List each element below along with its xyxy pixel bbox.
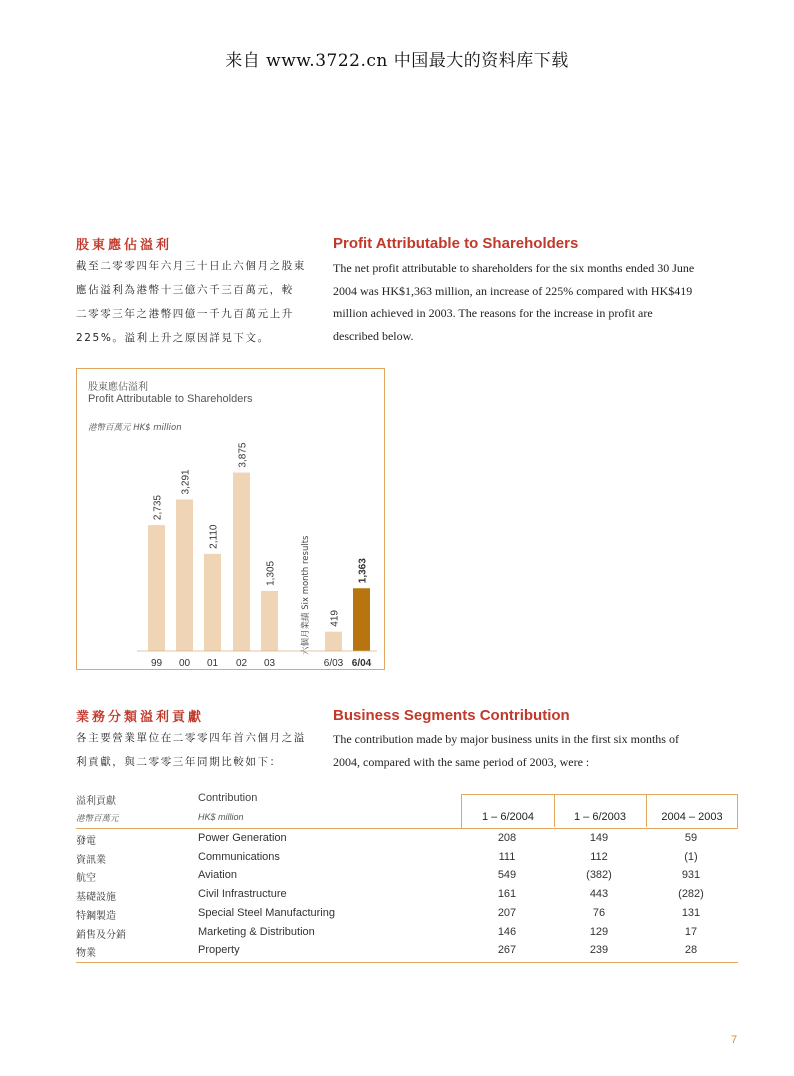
- row-value: (382): [586, 869, 612, 882]
- row-label-zh: 資訊業: [76, 854, 106, 866]
- column-header: 1 – 6/2003: [574, 811, 626, 823]
- download-banner: 来自 www.3722.cn 中国最大的资料库下载: [225, 51, 569, 71]
- row-value: 146: [497, 925, 517, 938]
- row-label-zh: 航空: [76, 873, 96, 885]
- chart-bar: [325, 632, 342, 651]
- table-row: [76, 888, 738, 906]
- profit-zh-line: 二零零三年之港幣四億一千九百萬元上升: [76, 308, 294, 320]
- row-value: 129: [589, 925, 609, 938]
- row-label-zh: 銷售及分銷: [76, 929, 126, 941]
- table-unit-zh: 港幣百萬元: [76, 814, 119, 824]
- profit-heading-zh: 股東應佔溢利: [76, 238, 173, 253]
- row-label-zh: 發電: [76, 836, 96, 847]
- profit-zh-line: 截至二零零四年六月三十日止六個月之股東: [76, 260, 306, 272]
- table-head-zh: 溢利貢獻: [76, 796, 116, 807]
- chart-bar: [233, 473, 250, 651]
- chart-data-label: 2,735: [152, 495, 164, 521]
- column-header: 1 – 6/2004: [482, 811, 534, 823]
- row-label-zh: 特鋼製造: [76, 910, 116, 922]
- table-columns-box: [461, 794, 738, 828]
- table-row: [76, 944, 738, 962]
- segments-heading-en: Business Segments Contribution: [333, 707, 570, 724]
- chart-plot: [77, 369, 384, 669]
- segments-heading-zh: 業務分類溢利貢獻: [76, 710, 205, 725]
- segments-paragraph-en: [333, 728, 743, 773]
- profit-en-line: described below.: [333, 328, 414, 343]
- table-rule-bottom: [76, 962, 738, 963]
- segments-en-line: 2004, compared with the same period of 2003, were :: [333, 754, 590, 769]
- row-label-en: Marketing & Distribution: [198, 925, 315, 938]
- chart-tick-label: 6/04: [351, 658, 372, 669]
- chart-data-label: 1,363: [357, 558, 369, 584]
- chart-bar: [261, 591, 278, 651]
- chart-tick-label: 00: [178, 658, 191, 669]
- row-label-zh: 基礎設施: [76, 892, 116, 904]
- segments-en-line: The contribution made by major business units in the first six months of: [333, 732, 679, 746]
- table-row: [76, 907, 738, 925]
- chart-tick-label: 01: [206, 658, 219, 669]
- chart-tick-label: 99: [150, 658, 163, 669]
- row-value: 59: [684, 832, 698, 844]
- row-label-en: Civil Infrastructure: [198, 888, 287, 901]
- profit-paragraph-en: [333, 257, 743, 347]
- table-row: [76, 926, 738, 944]
- row-label-en: Property: [198, 944, 240, 957]
- row-value: 443: [589, 888, 609, 901]
- profit-heading-en: Profit Attributable to Shareholders: [333, 235, 579, 252]
- row-label-en: Power Generation: [198, 832, 287, 844]
- row-value: (282): [678, 888, 704, 901]
- row-value: 17: [684, 925, 698, 938]
- table-unit-en: HK$ million: [198, 812, 244, 822]
- chart-bar: [204, 554, 221, 651]
- row-value: 112: [590, 850, 608, 863]
- chart-data-label: 3,291: [180, 469, 192, 495]
- profit-en-line: 2004 was HK$1,363 million, an increase of 225% compared with HK$419: [333, 283, 693, 298]
- row-value: 149: [589, 832, 609, 844]
- profit-en-line: The net profit attributable to shareholders for the six months ended 30 June: [333, 261, 695, 275]
- row-value: 76: [592, 906, 606, 919]
- row-label-zh: 物業: [76, 948, 96, 960]
- chart-data-label: 1,305: [265, 560, 277, 586]
- profit-paragraph-zh: [76, 254, 326, 350]
- row-value: 549: [497, 869, 517, 882]
- segments-zh-line: 利貢獻，與二零零三年同期比較如下：: [76, 756, 282, 768]
- table-head-en: Contribution: [198, 792, 258, 804]
- row-value: 267: [497, 944, 517, 957]
- table-rule-top: [76, 828, 738, 829]
- table-row: [76, 869, 738, 887]
- chart-subtitle: Profit Attributable to Shareholders: [88, 393, 253, 405]
- row-label-en: Special Steel Manufacturing: [198, 906, 335, 919]
- chart-bar: [353, 588, 370, 651]
- profit-zh-line: 應佔溢利為港幣十三億六千三百萬元，較: [76, 284, 294, 296]
- row-value: 239: [589, 944, 609, 957]
- profit-zh-line: 225%。溢利上升之原因詳見下文。: [76, 332, 270, 344]
- chart-section-label: 六個月業績 Six month results: [301, 535, 311, 655]
- row-label-en: Communications: [198, 850, 280, 863]
- profit-chart: [76, 368, 385, 670]
- chart-data-label: 3,875: [237, 442, 249, 468]
- chart-title: 股東應佔溢利: [88, 382, 148, 393]
- chart-bar: [176, 499, 193, 651]
- page-number: 7: [731, 1034, 738, 1046]
- chart-unit-label: 港幣百萬元 HK$ million: [88, 423, 182, 433]
- row-value: 207: [497, 906, 517, 919]
- table-row: [76, 832, 738, 850]
- chart-tick-label: 03: [263, 658, 276, 669]
- profit-en-line: million achieved in 2003. The reasons for the increase in profit are: [333, 306, 653, 320]
- table-row: [76, 851, 738, 869]
- chart-tick-label: 02: [235, 658, 248, 669]
- segments-paragraph-zh: [76, 726, 336, 774]
- chart-tick-label: 6/03: [323, 658, 344, 669]
- row-value: 161: [497, 888, 517, 901]
- chart-bar: [148, 525, 165, 651]
- column-header: 2004 – 2003: [661, 811, 723, 823]
- row-value: 28: [684, 944, 698, 957]
- row-value: 111: [498, 850, 516, 863]
- row-value: (1): [684, 850, 698, 863]
- row-label-en: Aviation: [198, 869, 237, 882]
- chart-data-label: 2,110: [208, 524, 220, 549]
- row-value: 208: [497, 832, 517, 844]
- segments-zh-line: 各主要營業單位在二零零四年首六個月之溢: [76, 732, 306, 744]
- chart-data-label: 419: [329, 610, 341, 627]
- row-value: 931: [681, 869, 701, 882]
- row-value: 131: [681, 906, 701, 919]
